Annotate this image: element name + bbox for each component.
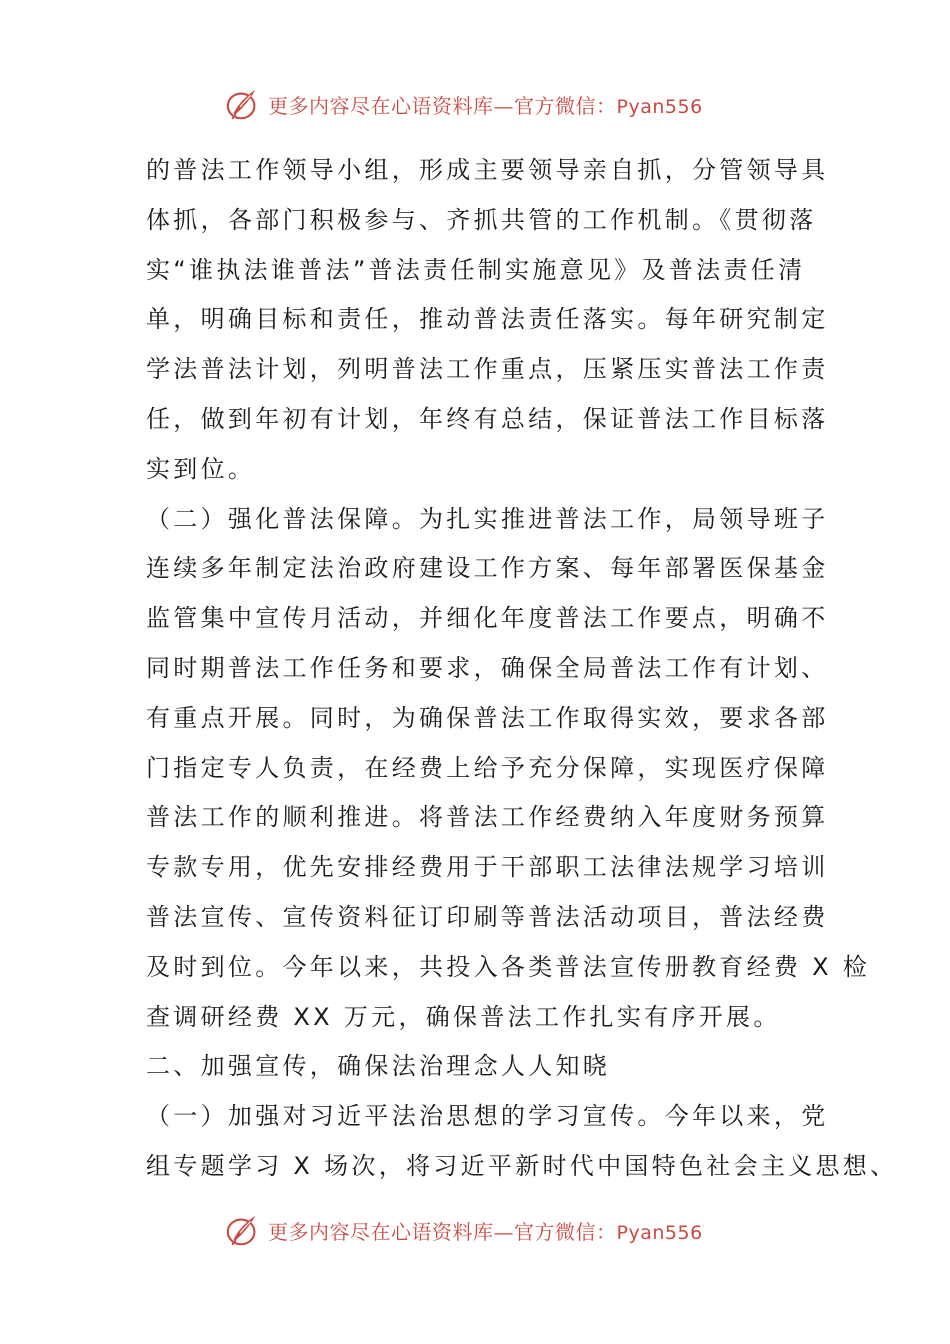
body-line: 组专题学习 X 场次，将习近平新时代中国特色社会主义思想、 — [146, 1151, 898, 1180]
body-line: 普法宣传、宣传资料征订印刷等普法活动项目，普法经费 — [146, 902, 829, 931]
pen-quill-logo-icon — [224, 1211, 262, 1249]
wechat-id: Pyan556 — [616, 1221, 703, 1244]
wechat-id: Pyan556 — [616, 95, 703, 118]
body-line: 任，做到年初有计划，年终有总结，保证普法工作目标落 — [146, 404, 829, 433]
watermark-text: 更多内容尽在心语资料库—官方微信： — [268, 93, 617, 118]
body-line: 连续多年制定法治政府建设工作方案、每年部署医保基金 — [146, 554, 829, 583]
body-line: 专款专用，优先安排经费用于干部职工法律法规学习培训 — [146, 853, 829, 882]
body-line: 实“谁执法谁普法”普法责任制实施意见》及普法责任清 — [146, 255, 806, 284]
body-line: （二）强化普法保障。为扎实推进普法工作，局领导班子 — [146, 504, 829, 533]
document-body — [146, 146, 898, 1192]
body-line: 实到位。 — [146, 454, 256, 483]
body-line: 监管集中宣传月活动，并细化年度普法工作要点，明确不 — [146, 604, 829, 633]
watermark-text: 更多内容尽在心语资料库—官方微信： — [268, 1219, 617, 1244]
body-line: 有重点开展。同时，为确保普法工作取得实效，要求各部 — [146, 703, 829, 732]
body-line: 门指定专人负责，在经费上给予充分保障，实现医疗保障 — [146, 753, 829, 782]
body-line: 的普法工作领导小组，形成主要领导亲自抓，分管领导具 — [146, 156, 829, 184]
body-line: 单，明确目标和责任，推动普法责任落实。每年研究制定 — [146, 305, 829, 334]
section-heading: 二、加强宣传，确保法治理念人人知晓 — [146, 1052, 611, 1081]
header-watermark — [224, 82, 744, 126]
body-line: 查调研经费 XX 万元，确保普法工作扎实有序开展。 — [146, 1002, 781, 1031]
footer-watermark — [224, 1208, 744, 1252]
body-line: 及时到位。今年以来，共投入各类普法宣传册教育经费 X 检 — [146, 952, 871, 981]
body-line: 体抓，各部门积极参与、齐抓共管的工作机制。《贯彻落 — [146, 205, 817, 234]
body-line: （一）加强对习近平法治思想的学习宣传。今年以来，党 — [146, 1102, 829, 1131]
body-line: 同时期普法工作任务和要求，确保全局普法工作有计划、 — [146, 653, 829, 682]
pen-quill-logo-icon — [224, 85, 262, 123]
body-line: 学法普法计划，列明普法工作重点，压紧压实普法工作责 — [146, 355, 829, 384]
body-line: 普法工作的顺利推进。将普法工作经费纳入年度财务预算 — [146, 803, 829, 832]
